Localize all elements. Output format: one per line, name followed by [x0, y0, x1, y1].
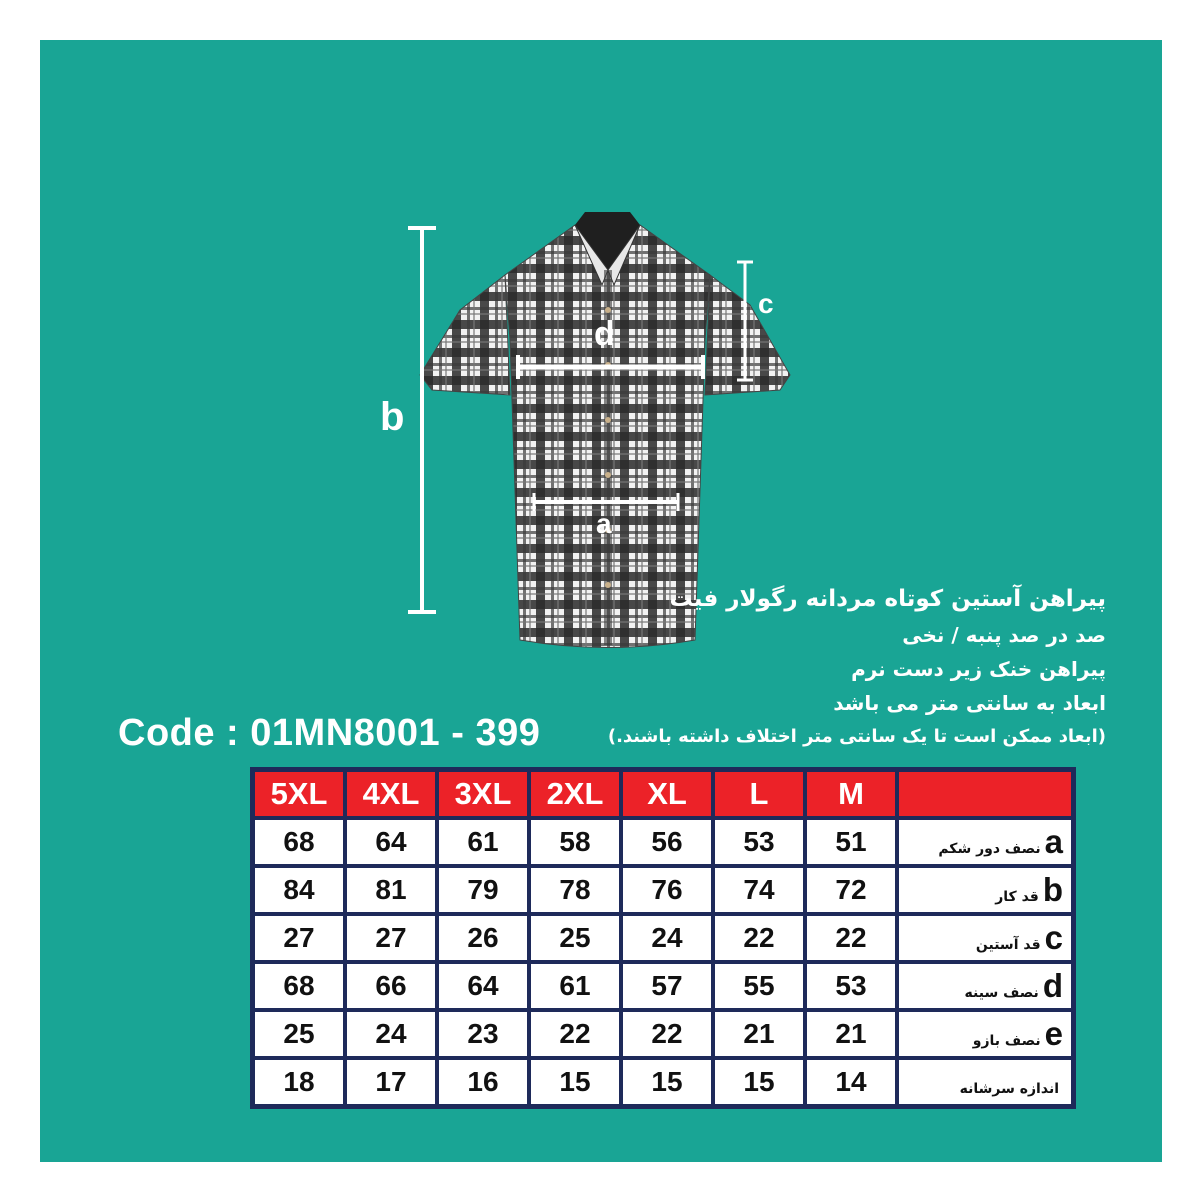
- table-cell: 14: [805, 1058, 897, 1106]
- table-cell: 74: [713, 866, 805, 914]
- table-cell: 56: [621, 818, 713, 866]
- table-cell: 79: [437, 866, 529, 914]
- row-letter: b: [1042, 871, 1063, 908]
- row-letter: c: [1044, 919, 1063, 956]
- product-code: Code : 01MN8001 - 399: [118, 712, 541, 754]
- table-cell: 22: [621, 1010, 713, 1058]
- table-row: [253, 866, 1073, 914]
- table-cell: 25: [529, 914, 621, 962]
- table-cell: 21: [713, 1010, 805, 1058]
- table-cell: 61: [529, 962, 621, 1010]
- row-label: [897, 818, 1073, 866]
- row-label: [897, 866, 1073, 914]
- row-label: [897, 1058, 1073, 1106]
- table-cell: 66: [345, 962, 437, 1010]
- table-cell: 76: [621, 866, 713, 914]
- row-letter: e: [1044, 1015, 1063, 1052]
- size-header: 2XL: [529, 770, 621, 818]
- row-text: نصف دور شکم: [938, 841, 1041, 857]
- table-cell: 64: [345, 818, 437, 866]
- table-cell: 15: [713, 1058, 805, 1106]
- table-cell: 24: [621, 914, 713, 962]
- table-cell: 27: [345, 914, 437, 962]
- table-cell: 78: [529, 866, 621, 914]
- table-row: [253, 962, 1073, 1010]
- table-cell: 25: [253, 1010, 345, 1058]
- table-cell: 55: [713, 962, 805, 1010]
- row-letter: d: [1042, 967, 1063, 1004]
- table-cell: 53: [713, 818, 805, 866]
- table-cell: 58: [529, 818, 621, 866]
- size-header: M: [805, 770, 897, 818]
- size-header-row: [253, 770, 1073, 818]
- row-label: [897, 962, 1073, 1010]
- table-cell: 22: [805, 914, 897, 962]
- label-header: [897, 770, 1073, 818]
- size-header: L: [713, 770, 805, 818]
- table-cell: 68: [253, 818, 345, 866]
- row-text: قد آستین: [975, 937, 1041, 953]
- row-text: قد کار: [995, 889, 1039, 905]
- size-header: 5XL: [253, 770, 345, 818]
- product-title: پیراهن آستین کوتاه مردانه رگولار فیت: [669, 586, 1106, 612]
- table-cell: 23: [437, 1010, 529, 1058]
- table-cell: 15: [621, 1058, 713, 1106]
- table-cell: 22: [713, 914, 805, 962]
- table-cell: 57: [621, 962, 713, 1010]
- dimension-label-c: c: [758, 288, 774, 319]
- table-cell: 15: [529, 1058, 621, 1106]
- table-cell: 22: [529, 1010, 621, 1058]
- size-header: 3XL: [437, 770, 529, 818]
- row-letter: a: [1044, 823, 1063, 860]
- table-cell: 81: [345, 866, 437, 914]
- size-table: [250, 767, 1076, 1109]
- table-cell: 26: [437, 914, 529, 962]
- dimension-label-b: b: [380, 395, 405, 439]
- dimension-label-a: a: [596, 508, 612, 539]
- table-row: [253, 1010, 1073, 1058]
- table-cell: 21: [805, 1010, 897, 1058]
- table-cell: 27: [253, 914, 345, 962]
- table-cell: 84: [253, 866, 345, 914]
- row-text: نصف بازو: [972, 1033, 1041, 1049]
- table-cell: 17: [345, 1058, 437, 1106]
- row-text: نصف سینه: [964, 985, 1039, 1001]
- product-description: [546, 580, 1106, 754]
- row-text: اندازه سرشانه: [959, 1081, 1059, 1097]
- table-row: [253, 914, 1073, 962]
- size-header: 4XL: [345, 770, 437, 818]
- row-label: [897, 914, 1073, 962]
- table-cell: 64: [437, 962, 529, 1010]
- row-label: [897, 1010, 1073, 1058]
- size-header: XL: [621, 770, 713, 818]
- table-cell: 18: [253, 1058, 345, 1106]
- table-cell: 24: [345, 1010, 437, 1058]
- table-cell: 61: [437, 818, 529, 866]
- product-feature: پیراهن خنک زیر دست نرم: [851, 657, 1106, 681]
- tolerance-note: (ابعاد ممکن است تا یک سانتی متر اختلاف داشته باشند.): [607, 726, 1106, 747]
- table-row: [253, 818, 1073, 866]
- table-row: [253, 1058, 1073, 1106]
- table-cell: 53: [805, 962, 897, 1010]
- table-cell: 72: [805, 866, 897, 914]
- table-cell: 51: [805, 818, 897, 866]
- units-note: ابعاد به سانتی متر می باشد: [833, 691, 1106, 715]
- table-cell: 16: [437, 1058, 529, 1106]
- table-cell: 68: [253, 962, 345, 1010]
- product-material: صد در صد پنبه / نخی: [902, 623, 1106, 647]
- dimension-label-d: d: [594, 315, 615, 353]
